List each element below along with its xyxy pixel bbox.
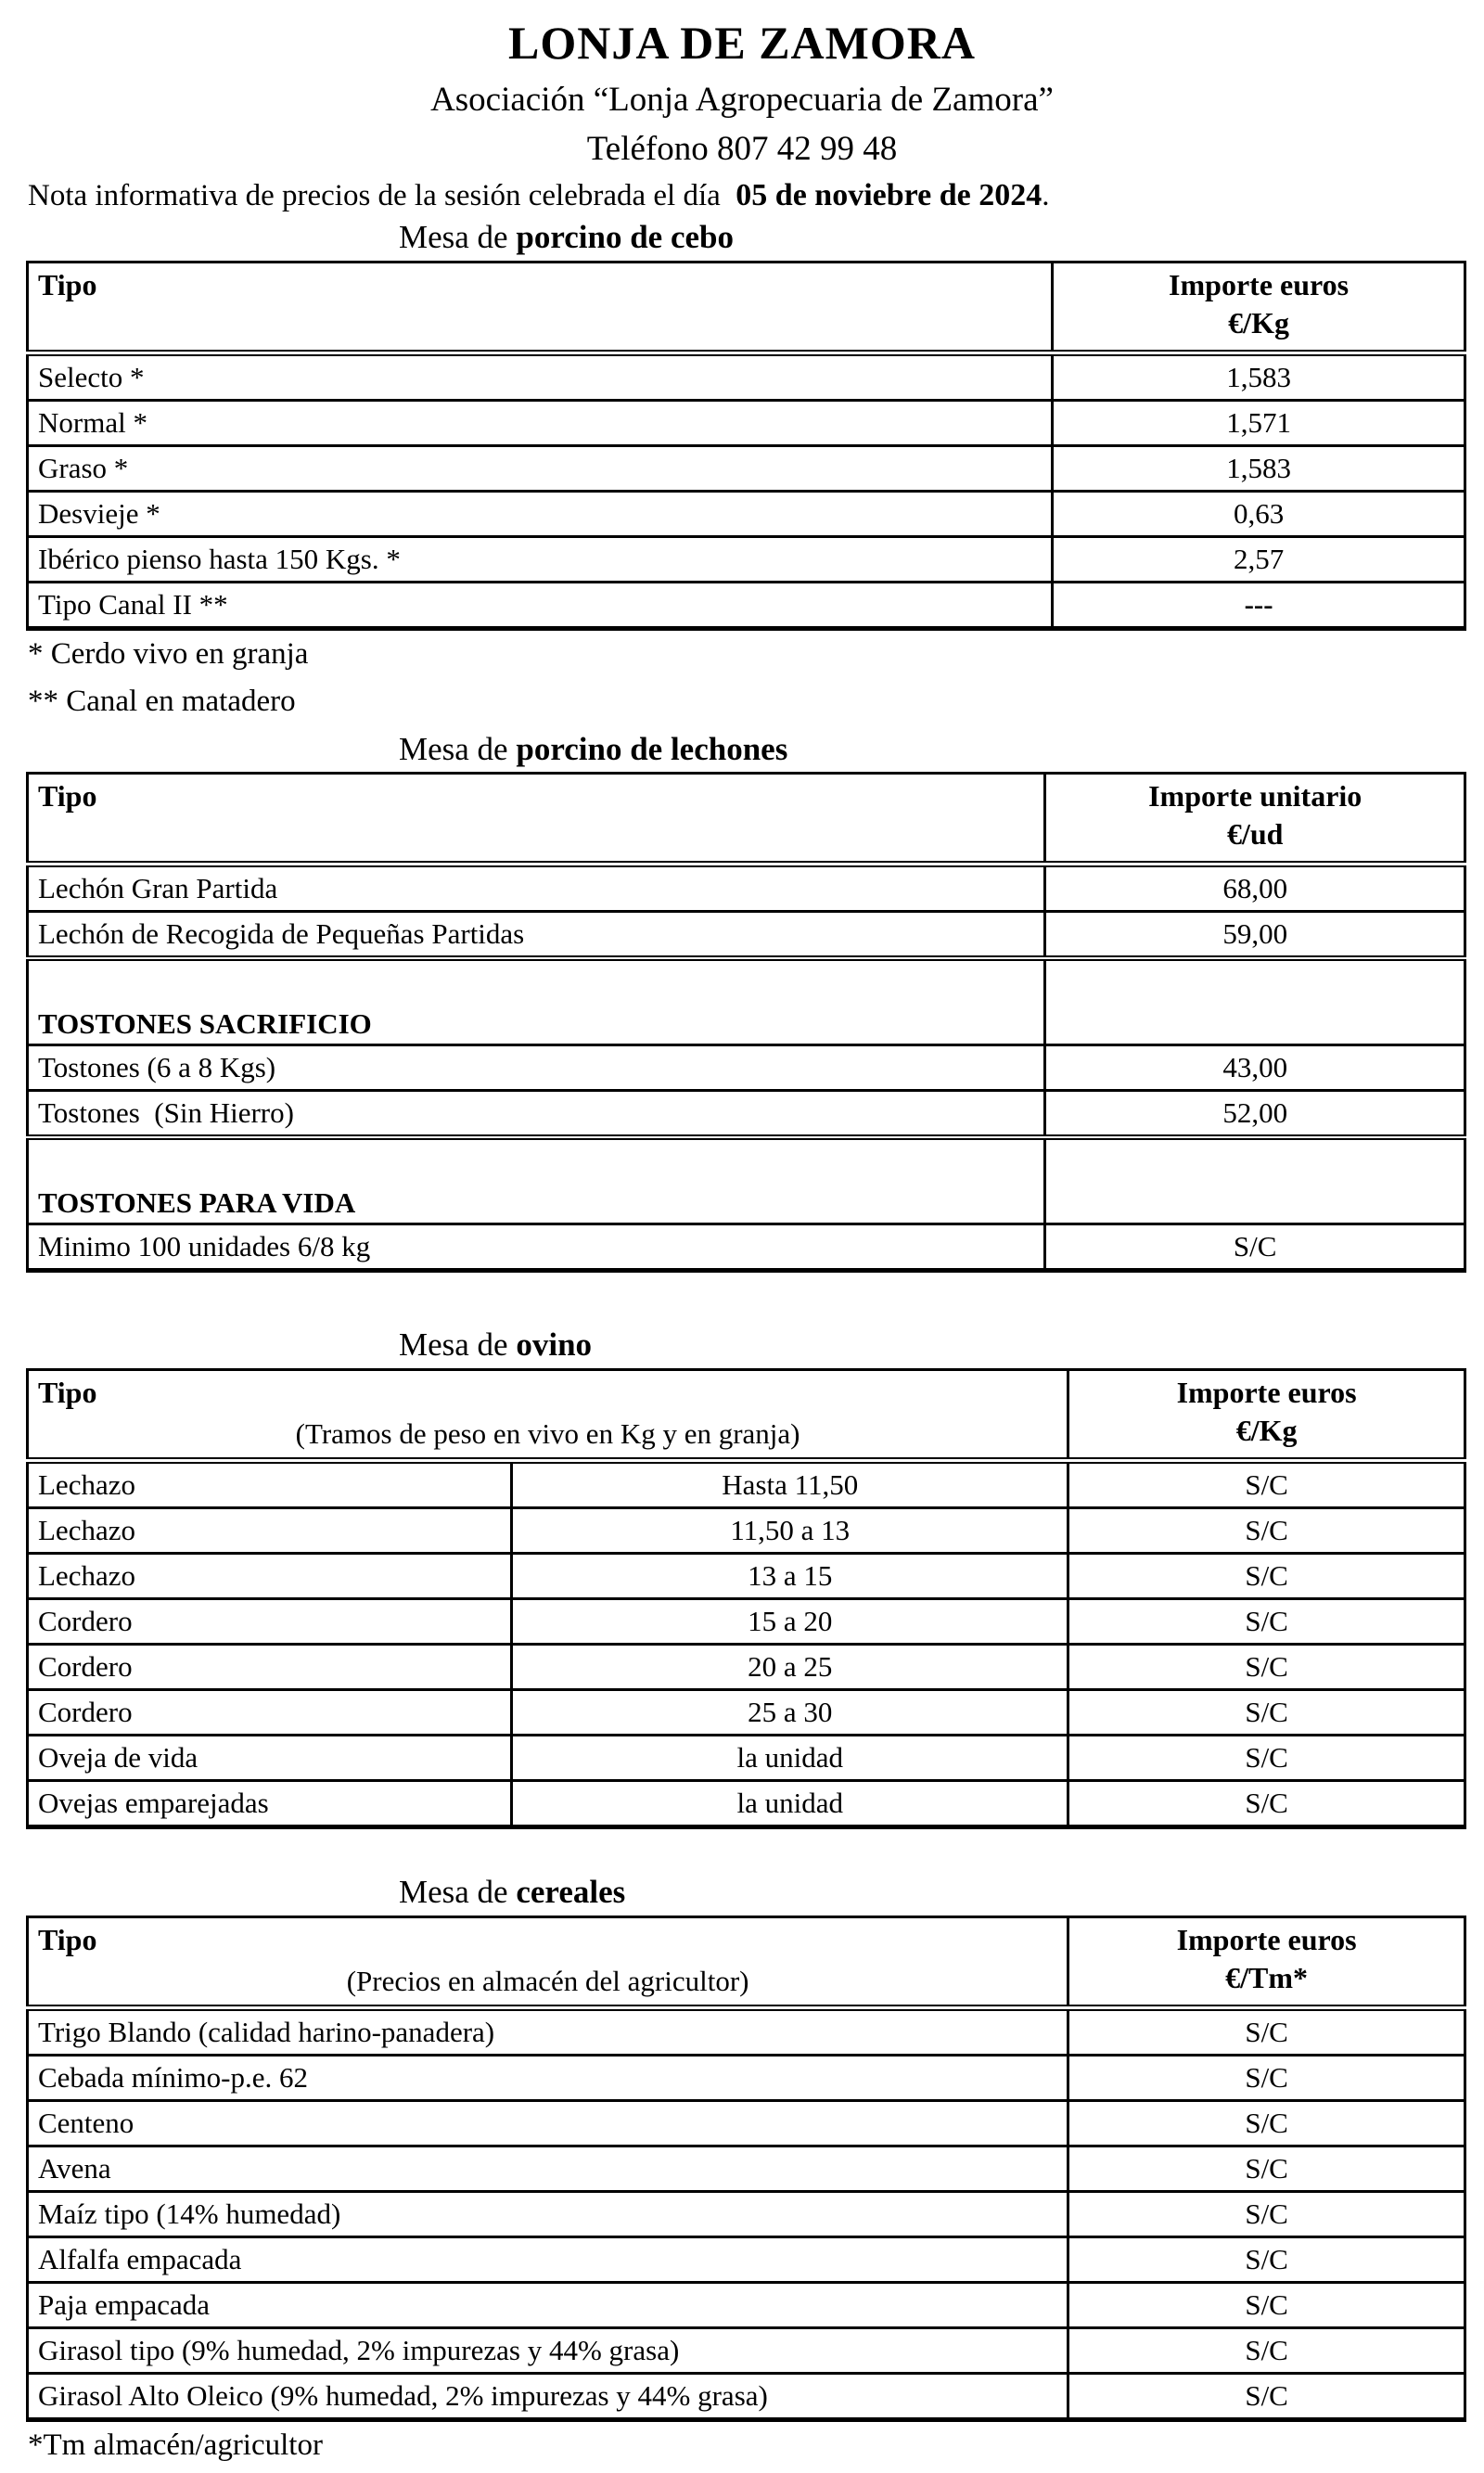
row-value-cell: 52,00 <box>1045 1091 1465 1138</box>
row-label-cell: Alfalfa empacada <box>28 2236 1068 2282</box>
tipo-header-cell <box>28 774 1045 865</box>
price-table <box>26 1916 1466 2422</box>
row-label-cell: Cordero <box>28 1599 512 1645</box>
table-row <box>28 1781 1465 1827</box>
price-table <box>26 772 1466 1273</box>
row-label-cell: Graso * <box>28 445 1053 491</box>
row-value-cell: S/C <box>1068 2100 1465 2146</box>
row-label-cell: Ovejas emparejadas <box>28 1781 512 1827</box>
row-value-cell: S/C <box>1045 1224 1465 1271</box>
document-title: LONJA DE ZAMORA <box>508 17 976 69</box>
row-label-cell: Paja empacada <box>28 2282 1068 2327</box>
row-label-cell: Oveja de vida <box>28 1736 512 1781</box>
row-label-cell: Centeno <box>28 2100 1068 2146</box>
table-row <box>28 2373 1465 2419</box>
importe-header-label: Importe euros <box>1176 1376 1357 1410</box>
mesa-title-name: cereales <box>516 1874 626 1911</box>
row-label-cell: Avena <box>28 2146 1068 2191</box>
row-range-cell: 11,50 a 13 <box>512 1508 1068 1554</box>
association-subtitle: Asociación “Lonja Agropecuaria de Zamora” <box>430 80 1054 119</box>
table-header-row <box>28 1916 1465 2007</box>
row-label-cell: Trigo Blando (calidad harino-panadera) <box>28 2007 1068 2055</box>
row-label-cell: Lechazo <box>28 1461 512 1508</box>
mesa-title-name: ovino <box>516 1326 593 1364</box>
tipo-header-label: Tipo <box>38 779 97 814</box>
row-label-cell <box>28 1137 1045 1224</box>
table-row <box>28 1045 1465 1091</box>
importe-header-label: Importe euros <box>1176 1922 1357 1956</box>
table-row <box>28 2146 1465 2191</box>
row-label-cell: Lechazo <box>28 1554 512 1599</box>
row-label: TOSTONES SACRIFICIO <box>38 1007 372 1041</box>
table-row <box>28 352 1465 400</box>
tipo-subheader-label: (Precios en almacén del agricultor) <box>346 1964 749 1997</box>
table-row <box>28 1736 1465 1781</box>
mesa-title-name: porcino de cebo <box>516 219 734 256</box>
table-row <box>28 2327 1465 2373</box>
mesa-title-name: porcino de lechones <box>516 730 788 767</box>
session-note-text: Nota informativa de precios de la sesión celebrada el día <box>28 178 736 212</box>
footnote: *Tm almacén/agricultor <box>28 2428 323 2462</box>
row-label-cell: Desvieje * <box>28 491 1053 536</box>
table-row <box>28 400 1465 445</box>
footnote: ** Canal en matadero <box>28 684 296 718</box>
table-header-row <box>28 1370 1465 1461</box>
table-header-row <box>28 262 1465 352</box>
tipo-header-label: Tipo <box>38 267 97 301</box>
table-row <box>28 536 1465 582</box>
tipo-header-cell <box>28 262 1053 352</box>
table-row <box>28 2055 1465 2100</box>
row-label-cell <box>28 958 1045 1045</box>
row-label-cell: Minimo 100 unidades 6/8 kg <box>28 1224 1045 1271</box>
row-value-cell: S/C <box>1068 1645 1465 1690</box>
row-value-cell: S/C <box>1068 1599 1465 1645</box>
row-value-cell <box>1045 958 1465 1045</box>
row-range-cell: 20 a 25 <box>512 1645 1068 1690</box>
row-value-cell: 1,583 <box>1053 445 1465 491</box>
mesa-section <box>0 1872 1484 2466</box>
session-note-period: . <box>1042 178 1050 212</box>
row-label-cell: Cordero <box>28 1645 512 1690</box>
row-value-cell: 1,571 <box>1053 400 1465 445</box>
row-label-cell: Lechazo <box>28 1508 512 1554</box>
row-range-cell: Hasta 11,50 <box>512 1461 1068 1508</box>
table-row <box>28 865 1465 912</box>
session-note <box>28 176 1484 216</box>
row-label-cell: Selecto * <box>28 352 1053 400</box>
row-label-cell: Tostones (Sin Hierro) <box>28 1091 1045 1138</box>
mesa-title-prefix: Mesa de <box>399 1874 517 1911</box>
mesa-title-prefix: Mesa de <box>399 219 517 256</box>
row-range-cell: 15 a 20 <box>512 1599 1068 1645</box>
row-value-cell: S/C <box>1068 1554 1465 1599</box>
row-value-cell: S/C <box>1068 2055 1465 2100</box>
row-value-cell: 59,00 <box>1045 912 1465 959</box>
table-row <box>28 1645 1465 1690</box>
row-value-cell: S/C <box>1068 2236 1465 2282</box>
mesa-section <box>0 729 1484 1274</box>
row-value-cell: 68,00 <box>1045 865 1465 912</box>
price-table <box>26 261 1466 631</box>
row-value-cell: 2,57 <box>1053 536 1465 582</box>
importe-unit-label: €/Tm* <box>1225 1960 1309 1994</box>
table-row <box>28 2100 1465 2146</box>
row-value-cell: S/C <box>1068 2191 1465 2236</box>
table-row <box>28 1508 1465 1554</box>
row-label-cell: Maíz tipo (14% humedad) <box>28 2191 1068 2236</box>
table-row <box>28 958 1465 1045</box>
row-range-cell: la unidad <box>512 1736 1068 1781</box>
row-value-cell: S/C <box>1068 1508 1465 1554</box>
tipo-header-cell <box>28 1370 1068 1461</box>
row-value-cell: S/C <box>1068 1461 1465 1508</box>
table-row <box>28 2282 1465 2327</box>
table-row <box>28 2236 1465 2282</box>
row-value-cell <box>1045 1137 1465 1224</box>
table-row <box>28 1690 1465 1736</box>
mesa-section-title <box>399 217 1484 258</box>
row-label: TOSTONES PARA VIDA <box>38 1186 356 1220</box>
phone-line: Teléfono 807 42 99 48 <box>586 129 898 168</box>
row-label-cell: Lechón de Recogida de Pequeñas Partidas <box>28 912 1045 959</box>
table-row <box>28 491 1465 536</box>
table-row <box>28 912 1465 959</box>
table-row <box>28 1554 1465 1599</box>
sections-container <box>0 217 1484 2466</box>
mesa-section-title <box>399 1872 1484 1913</box>
importe-header-cell <box>1068 1370 1465 1461</box>
row-value-cell: S/C <box>1068 2373 1465 2419</box>
table-row <box>28 1091 1465 1138</box>
row-value-cell: 43,00 <box>1045 1045 1465 1091</box>
row-value-cell: --- <box>1053 582 1465 628</box>
table-header-row <box>28 774 1465 865</box>
mesa-section <box>0 217 1484 722</box>
mesa-title-prefix: Mesa de <box>399 1326 517 1364</box>
table-row <box>28 1224 1465 1271</box>
row-value-cell: S/C <box>1068 2282 1465 2327</box>
table-row <box>28 445 1465 491</box>
row-label-cell: Normal * <box>28 400 1053 445</box>
row-label-cell: Tostones (6 a 8 Kgs) <box>28 1045 1045 1091</box>
row-value-cell: S/C <box>1068 2007 1465 2055</box>
mesa-section-title <box>399 1325 1484 1365</box>
tipo-header-label: Tipo <box>38 1922 97 1956</box>
footnote: * Cerdo vivo en granja <box>28 636 309 671</box>
row-value-cell: 0,63 <box>1053 491 1465 536</box>
tipo-subheader-label: (Tramos de peso en vivo en Kg y en granja) <box>295 1417 800 1451</box>
importe-unit-label: €/Kg <box>1228 305 1289 340</box>
row-value-cell: S/C <box>1068 1781 1465 1827</box>
mesa-title-prefix: Mesa de <box>399 730 517 767</box>
mesa-section-title <box>399 729 1484 770</box>
row-label-cell: Cebada mínimo-p.e. 62 <box>28 2055 1068 2100</box>
row-value-cell: S/C <box>1068 1736 1465 1781</box>
row-label-cell: Girasol Alto Oleico (9% humedad, 2% impurezas y 44% grasa) <box>28 2373 1068 2419</box>
row-range-cell: la unidad <box>512 1781 1068 1827</box>
row-range-cell: 13 a 15 <box>512 1554 1068 1599</box>
row-label-cell: Cordero <box>28 1690 512 1736</box>
row-value-cell: S/C <box>1068 2327 1465 2373</box>
row-label-cell: Tipo Canal II ** <box>28 582 1053 628</box>
importe-header-label: Importe unitario <box>1148 779 1362 814</box>
price-table <box>26 1368 1466 1829</box>
table-row <box>28 2191 1465 2236</box>
table-row <box>28 582 1465 628</box>
importe-header-cell <box>1068 1916 1465 2007</box>
importe-header-cell <box>1045 774 1465 865</box>
row-value-cell: S/C <box>1068 1690 1465 1736</box>
table-row <box>28 2007 1465 2055</box>
tipo-header-label: Tipo <box>38 1376 97 1410</box>
importe-header-cell <box>1053 262 1465 352</box>
row-label-cell: Girasol tipo (9% humedad, 2% impurezas y 44% grasa) <box>28 2327 1068 2373</box>
row-range-cell: 25 a 30 <box>512 1690 1068 1736</box>
table-row <box>28 1599 1465 1645</box>
mesa-section <box>0 1325 1484 1829</box>
table-row <box>28 1461 1465 1508</box>
row-label-cell: Lechón Gran Partida <box>28 865 1045 912</box>
importe-unit-label: €/ud <box>1226 817 1284 852</box>
importe-unit-label: €/Kg <box>1235 1414 1298 1448</box>
row-value-cell: 1,583 <box>1053 352 1465 400</box>
row-value-cell: S/C <box>1068 2146 1465 2191</box>
row-label-cell: Ibérico pienso hasta 150 Kgs. * <box>28 536 1053 582</box>
table-row <box>28 1137 1465 1224</box>
session-date: 05 de noviebre de 2024 <box>736 177 1043 212</box>
tipo-header-cell <box>28 1916 1068 2007</box>
importe-header-label: Importe euros <box>1169 267 1350 301</box>
